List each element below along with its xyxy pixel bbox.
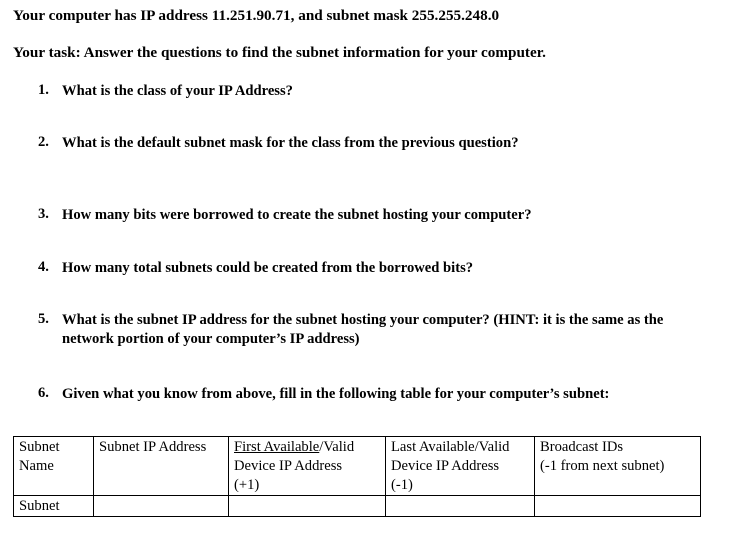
question-text-line2: network portion of your computer’s IP address): [62, 331, 360, 347]
intro-line: [13, 7, 499, 25]
question-number: 1.: [38, 82, 49, 98]
question-text: How many bits were borrowed to create the subnet hosting your computer?: [62, 207, 532, 223]
header-line: [234, 438, 380, 457]
table-row: [14, 496, 701, 517]
question-number: 5.: [38, 311, 49, 327]
question-number: 3.: [38, 206, 49, 222]
question-text: How many total subnets could be created from the borrowed bits?: [62, 260, 474, 276]
header-line: Last Available/Valid: [391, 439, 510, 455]
table-cell-broadcast[interactable]: [535, 496, 701, 517]
header-line: Name: [19, 458, 54, 474]
question-number: 6.: [38, 385, 49, 401]
intro-middle: , and subnet mask: [290, 7, 412, 24]
header-line: Device IP Address: [234, 458, 343, 474]
header-underlined-text: First Available: [234, 439, 320, 455]
subnet-mask: 255.255.248.0: [411, 7, 500, 24]
header-line: (-1): [391, 477, 413, 493]
table-cell-subnet-name: Subnet: [14, 496, 94, 517]
subnet-table: [13, 436, 701, 517]
table-cell-subnet-ip[interactable]: [94, 496, 229, 517]
table-cell-last-available[interactable]: [386, 496, 535, 517]
header-line-rest: /Valid: [319, 439, 355, 455]
question-text: What is the class of your IP Address?: [62, 83, 293, 99]
header-line: Broadcast IDs: [540, 439, 624, 455]
header-broadcast: [535, 437, 701, 496]
table-cell-first-available[interactable]: [229, 496, 386, 517]
header-line: Subnet: [19, 439, 60, 455]
table-header-row: [14, 437, 701, 496]
intro-prefix: Your computer has IP address: [13, 7, 212, 24]
task-line: Your task: Answer the questions to find the subnet information for your computer.: [13, 44, 546, 61]
header-last-available: [386, 437, 535, 496]
question-text: Given what you know from above, fill in the following table for your computer’s subnet:: [62, 386, 610, 402]
question-number: 4.: [38, 259, 49, 275]
header-first-available: [229, 437, 386, 496]
header-line: Subnet IP Address: [99, 439, 207, 455]
question-number: 2.: [38, 134, 49, 150]
question-text: What is the default subnet mask for the class from the previous question?: [62, 135, 519, 151]
ip-address: 11.251.90.71: [211, 7, 291, 24]
header-subnet-name: [14, 437, 94, 496]
header-line: (-1 from next subnet): [540, 458, 665, 474]
header-line: Device IP Address: [391, 458, 500, 474]
question-text: What is the subnet IP address for the subnet hosting your computer? (HINT: it is the same as the: [62, 312, 664, 328]
header-line: (+1): [234, 477, 260, 493]
header-subnet-ip: [94, 437, 229, 496]
